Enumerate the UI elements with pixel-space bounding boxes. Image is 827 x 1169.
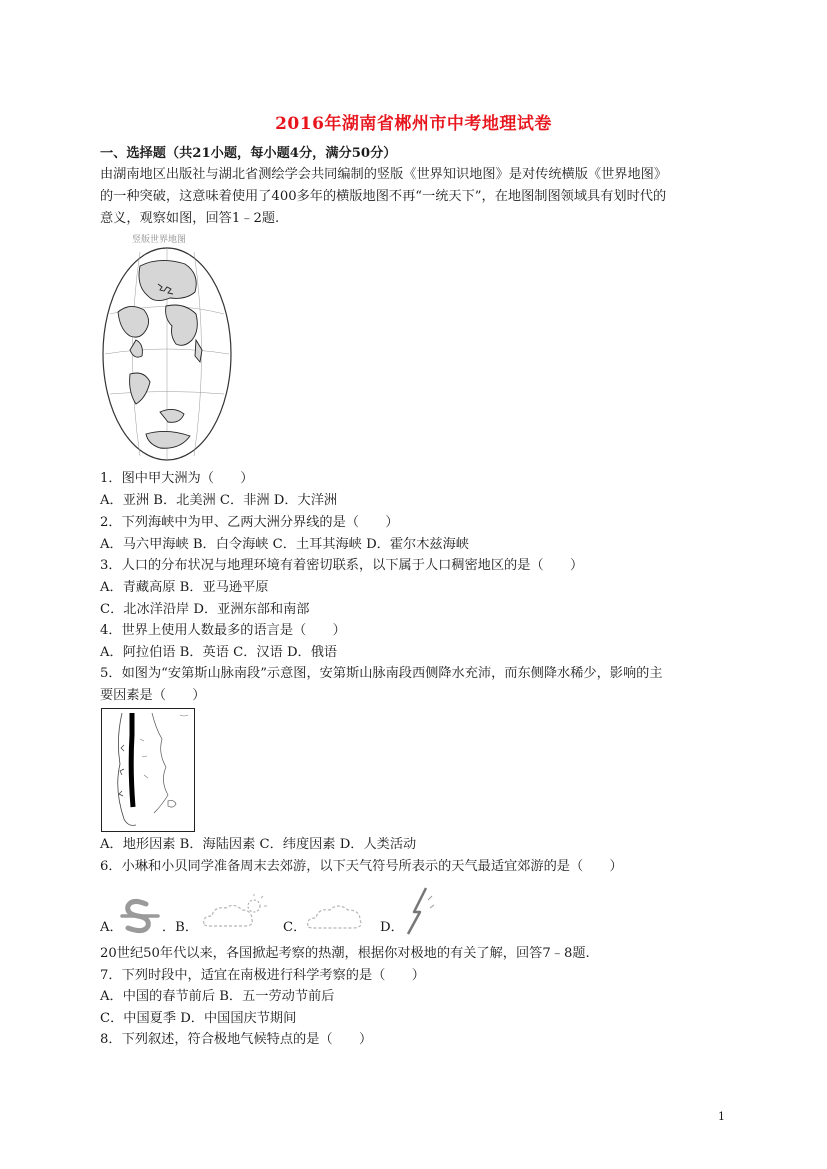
section-header: 一、选择题（共21小题，每小题4分，满分50分） [100,146,397,161]
q4-options: A．阿拉伯语 B．英语 C．汉语 D．俄语 [100,645,338,660]
andes-map-image [102,709,194,831]
q3-stem: 3．人口的分布状况与地理环境有着密切联系，以下属于人口稠密地区的是（ ） [100,558,584,573]
q6-option-d-label: D． [380,920,404,935]
q2-stem: 2．下列海峡中为甲、乙两大洲分界线的是（ ） [100,515,399,530]
q1-options: A．亚洲 B．北美洲 C．非洲 D．大洋洲 [100,493,338,508]
q7-options-1: A．中国的春节前后 B．五一劳动节前后 [100,989,335,1004]
andes-map-figure [101,708,195,832]
q6-stem: 6．小琳和小贝同学准备周末去郊游，以下天气符号所表示的天气最适宜郊游的是（ ） [100,859,623,874]
q3-options-1: A．青藏高原 B．亚马逊平原 [100,580,269,595]
q1-stem: 1．图中甲大洲为（ ） [100,471,254,486]
sunny-to-cloudy-weather-icon [198,894,270,932]
intro-line-2: 的一种突破，这意味着使用了400多年的横版地图不再“一统天下”，在地图制图领域具有划时代的 [100,189,667,204]
q5-stem-line-2: 要因素是（ ） [100,688,206,703]
q8-stem: 8．下列叙述，符合极地气候特点的是（ ） [100,1032,373,1047]
intro-line-1: 由湖南地区出版社与湖北省测绘学会共同编制的竖版《世界知识地图》是对传统横版《世界地图》 [100,167,668,182]
intro-line-3: 意义，观察如图，回答1﹣2题. [100,211,280,226]
q3-options-2: C．北冰洋沿岸 D．亚洲东部和南部 [100,602,310,617]
q6-option-a-label: A． [100,920,123,935]
page-number: 1 [718,1110,725,1123]
cloudy-weather-icon [302,896,374,934]
lightning-weather-icon [400,886,436,936]
q5-stem-line-1: 5．如图为“安第斯山脉南段”示意图，安第斯山脉南段西侧降水充沛，而东侧降水稀少，影响的主 [100,666,663,681]
q7-stem: 7．下列时段中，适宜在南极进行科学考察的是（ ） [100,968,425,983]
q4-stem: 4．世界上使用人数最多的语言是（ ） [100,623,346,638]
world-map-image [100,244,235,464]
q6-option-b-label: ．B． [162,920,199,935]
q7-options-2: C．中国夏季 D．中国国庆节期间 [100,1011,297,1026]
q6-option-c-label: C． [283,920,307,935]
sandstorm-weather-icon [118,896,162,936]
polar-intro: 20世纪50年代以来，各国掀起考察的热潮，根据你对极地的有关了解，回答7﹣8题. [100,946,590,961]
q5-options: A．地形因素 B．海陆因素 C．纬度因素 D．人类活动 [100,837,417,852]
q2-options: A．马六甲海峡 B．白令海峡 C．土耳其海峡 D．霍尔木兹海峡 [100,537,469,552]
map-caption: 竖版世界地图 [132,235,187,245]
page-title: 2016年湖南省郴州市中考地理试卷 [275,114,552,134]
vertical-world-map-figure [100,232,235,464]
